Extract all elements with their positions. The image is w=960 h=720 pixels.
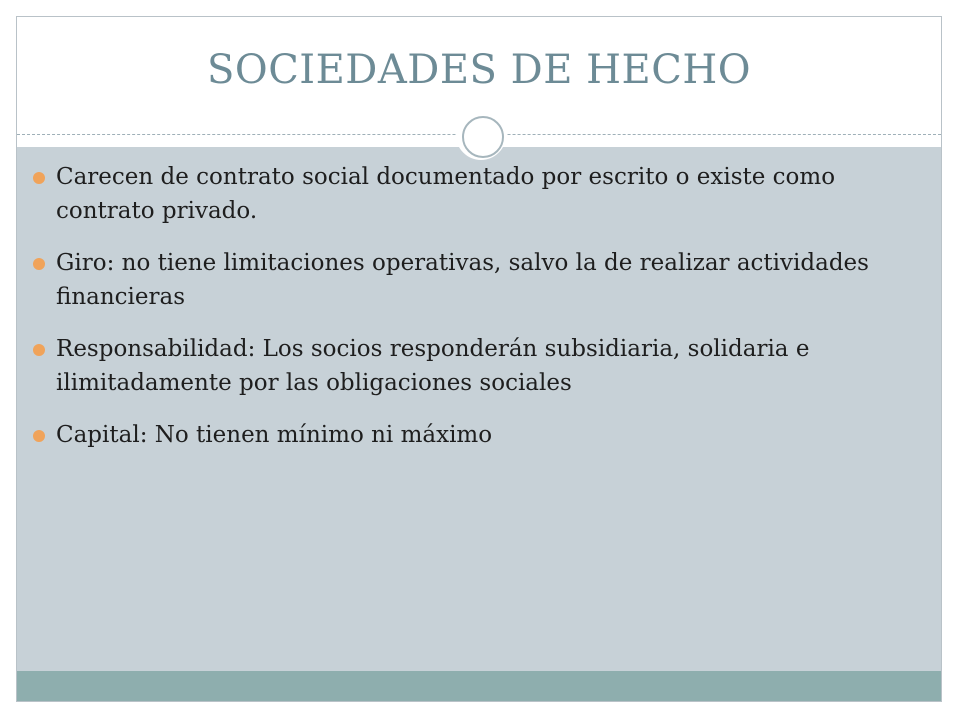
bullet-dot-icon bbox=[33, 430, 45, 442]
bullet-item bbox=[30, 418, 910, 452]
bullet-dot-icon bbox=[33, 344, 45, 356]
bullet-dot-icon bbox=[33, 172, 45, 184]
bullet-text: Capital: No tienen mínimo ni máximo bbox=[56, 422, 493, 448]
footer-bar bbox=[17, 671, 941, 702]
bullet-item bbox=[30, 246, 910, 314]
bullet-item bbox=[30, 332, 910, 400]
ring-inner bbox=[462, 116, 504, 158]
bullet-dot-icon bbox=[33, 258, 45, 270]
slide-title: SOCIEDADES DE HECHO bbox=[207, 47, 751, 93]
bullet-text: Responsabilidad: Los socios responderán subsidiaria, solidaria e ilimitadamente por las obligaciones sociales bbox=[56, 336, 810, 396]
bullet-list bbox=[30, 160, 910, 470]
bullet-item bbox=[30, 160, 910, 228]
ring-ornament-icon bbox=[456, 110, 506, 160]
bullet-text: Giro: no tiene limitaciones operativas, salvo la de realizar actividades financieras bbox=[56, 250, 869, 310]
bullet-text: Carecen de contrato social documentado por escrito o existe como contrato privado. bbox=[56, 164, 836, 224]
